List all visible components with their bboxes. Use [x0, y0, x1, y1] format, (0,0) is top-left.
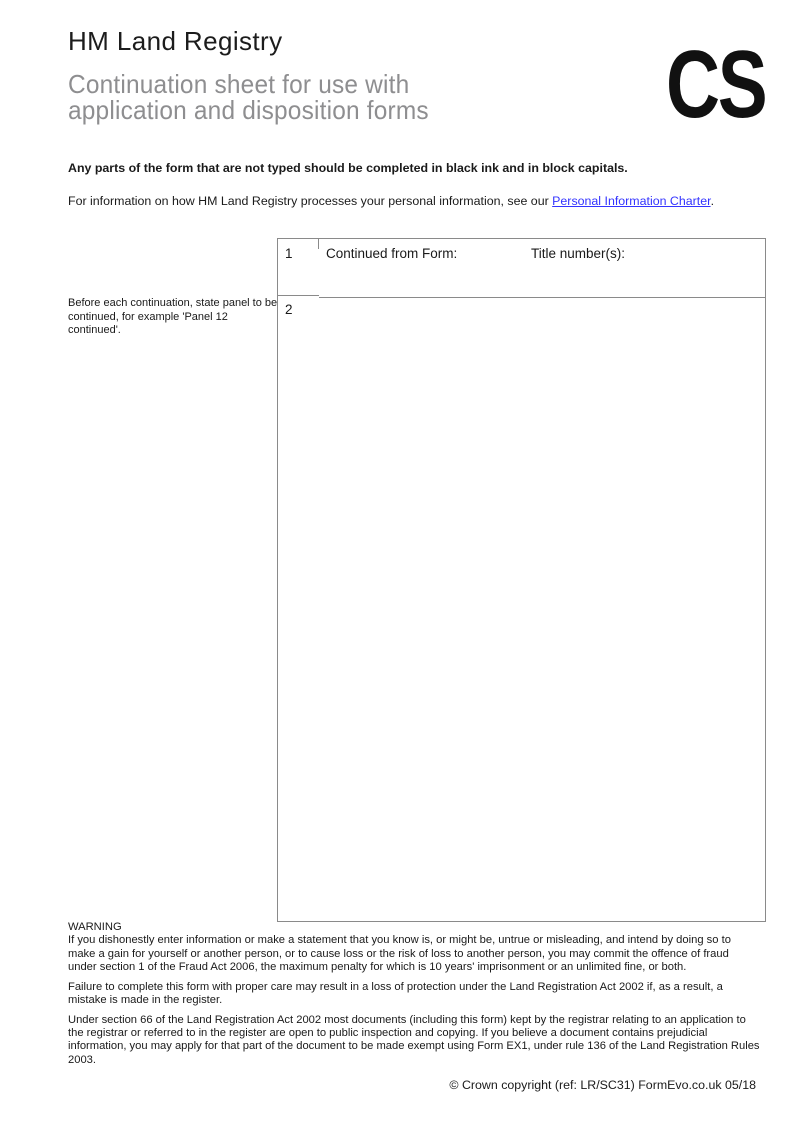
form-title: Continuation sheet for use with application and disposition forms [68, 69, 429, 125]
number-column-divider [318, 239, 319, 249]
continuation-text-field[interactable] [319, 301, 759, 917]
margin-note: Before each continuation, state panel to be continued, for example 'Panel 12 continued'. [68, 297, 278, 336]
privacy-text-after: . [710, 194, 715, 208]
continued-from-field[interactable] [326, 265, 521, 291]
org-name: HM Land Registry [68, 26, 283, 56]
form-code-logo: CS [665, 31, 765, 138]
panel-divider-number-segment [278, 295, 319, 296]
panel-1-number: 1 [285, 246, 293, 261]
ink-instruction: Any parts of the form that are not typed should be completed in black ink and in block capitals. [68, 161, 628, 175]
panel-divider-main-segment [319, 297, 765, 298]
title-numbers-field[interactable] [531, 265, 759, 291]
warning-heading: WARNING [68, 921, 122, 933]
privacy-paragraph [68, 194, 760, 209]
panel-table [277, 238, 766, 922]
privacy-text-before: For information on how HM Land Registry processes your personal information, see our [68, 194, 553, 208]
personal-information-charter-link[interactable]: Personal Information Charter [552, 194, 711, 208]
warning-paragraph-inspection: Under section 66 of the Land Registration Act 2002 most documents (including this form) kept by the registrar relating to an application to the registrar or referred to in the register are open to public inspection and copying. If you believe a document contains prejudicial information, you may apply for that part of the document to be made exempt using Form EX1, under rule 136 of the Land Registration Rules 2003. [68, 1013, 760, 1066]
warning-block [68, 921, 760, 1073]
warning-paragraph-care: Failure to complete this form with proper care may result in a loss of protection under the Land Registration Act 2002 if, as a result, a mistake is made in the register. [68, 980, 723, 1006]
panel-2-number: 2 [285, 302, 293, 317]
copyright-footer: © Crown copyright (ref: LR/SC31) FormEvo.co.uk 05/18 [449, 1078, 756, 1092]
title-numbers-label: Title number(s): [531, 246, 626, 261]
continued-from-label: Continued from Form: [326, 246, 458, 261]
warning-paragraph-fraud: If you dishonestly enter information or make a statement that you know is, or might be, untrue or misleading, and intend by doing so to make a gain for yourself or another person, or to cause loss or the risk of loss to another person, you may commit the offence of fraud under section 1 of the Fraud Act 2006, the maximum penalty for which is 10 years' imprisonment or an unlimited fine, or both. [68, 934, 731, 973]
